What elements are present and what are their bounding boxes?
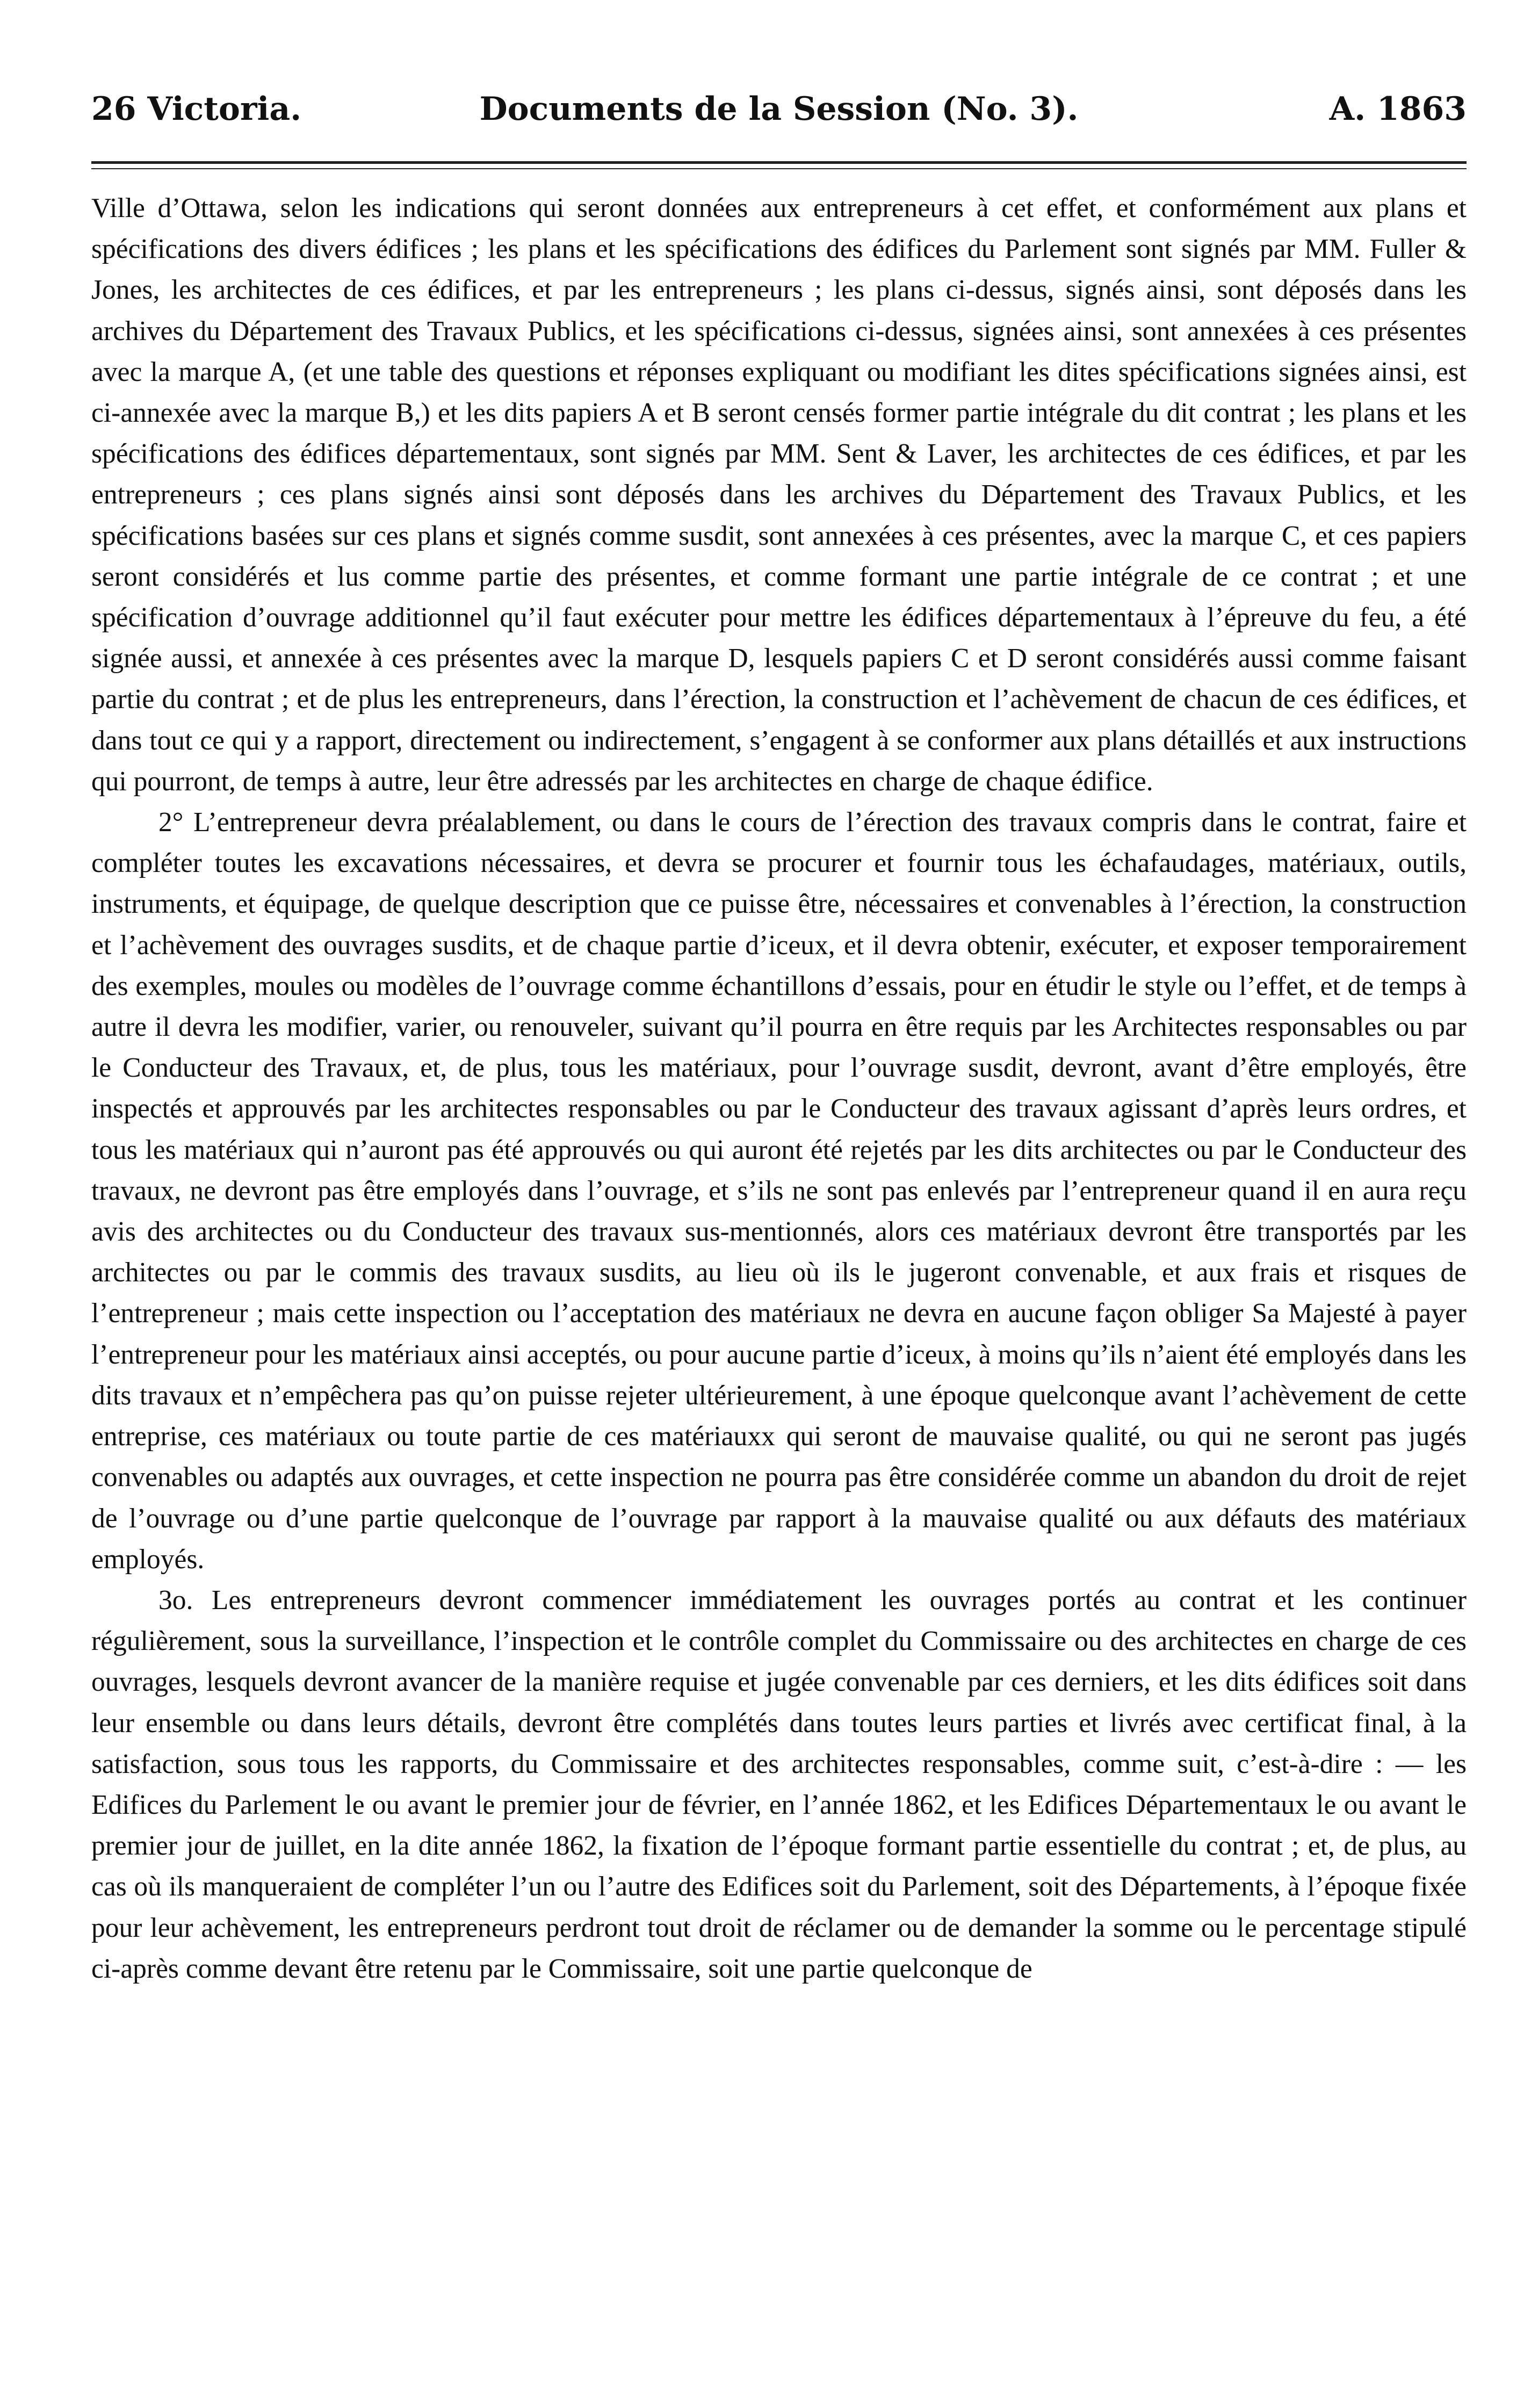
- body-text: [91, 188, 1467, 1989]
- header-document-title: Documents de la Session (No. 3).: [479, 90, 1079, 128]
- header-regnal-year: 26 Victoria.: [91, 90, 302, 128]
- header-rule-thin: [91, 168, 1467, 169]
- running-header: [91, 90, 1467, 139]
- header-rule-thick: [91, 161, 1467, 164]
- header-year: A. 1863: [1329, 90, 1467, 128]
- paragraph-article-2: 2° L’entrepreneur devra préalablement, ou dans le cours de l’érection des travaux compris dans le contrat, faire et compléter toutes les excavations nécessaires, et devra se procurer et fournir tous les échafaudages, matériaux, outils, instruments, et équipage, de quelque description que ce puisse être, nécessaires et convenables à l’érection, la construction et l’achèvement des ouvrages susdits, et de chaque partie d’iceux, et il devra obtenir, exécuter, et exposer temporairement des exemples, moules ou modèles de l’ouvrage comme échantillons d’essais, pour en étudir le style ou l’effet, et de temps à autre il devra les modifier, varier, ou renouveler, suivant qu’il pourra en être requis par les Architectes responsables ou par le Conducteur des Travaux, et, de plus, tous les matériaux, pour l’ouvrage susdit, devront, avant d’être employés, être inspectés et approuvés par les architectes responsables ou par le Conducteur des travaux agissant d’après leurs ordres, et tous les matériaux qui n’auront pas été approuvés ou qui auront été rejetés par les dits architectes ou par le Conducteur des travaux, ne devront pas être employés dans l’ouvrage, et s’ils ne sont pas enlevés par l’entrepreneur quand il en aura reçu avis des architectes ou du Conducteur des travaux sus-mentionnés, alors ces matériaux devront être transportés par les architectes ou par le commis des travaux susdits, au lieu où ils le jugeront convenable, et aux frais et risques de l’entrepreneur ; mais cette inspection ou l’acceptation des matériaux ne devra en aucune façon obliger Sa Majesté à payer l’entrepreneur pour les matériaux ainsi acceptés, ou pour aucune partie d’iceux, à moins qu’ils n’aient été employés dans les dits travaux et n’empêchera pas qu’on puisse rejeter ultérieurement, à une époque quelconque avant l’achèvement de cette entreprise, ces matériaux ou toute partie de ces matériauxx qui seront de mauvaise qualité, ou qui ne seront pas jugés convenables ou adaptés aux ouvrages, et cette inspection ne pourra pas être considérée comme un abandon du droit de rejet de l’ouvrage ou d’une partie quelconque de l’ouvrage par rapport à la mauvaise qualité ou aux défauts des matériaux employés.: [91, 807, 1467, 1575]
- paragraph-continuation: Ville d’Ottawa, selon les indications qui seront données aux entrepreneurs à cet effet, et conformément aux plans et spécifications des divers édifices ; les plans et les spécifications des édifices du Parlement sont signés par MM. Fuller & Jones, les architectes de ces édifices, et par les entrepreneurs ; les plans ci-dessus, signés ainsi, sont déposés dans les archives du Département des Travaux Publics, et les spécifications ci-dessus, signées ainsi, sont annexées à ces présentes avec la marque A, (et une table des questions et réponses expliquant ou modifiant les dites spécifications signées ainsi, est ci-annexée avec la marque B,) et les dits papiers A et B seront censés former partie intégrale du dit contrat ; les plans et les spécifications des édifices départementaux, sont signés par MM. Sent & Laver, les architectes de ces édifices, et par les entrepreneurs ; ces plans signés ainsi sont déposés dans les archives du Département des Travaux Publics, et les spécifications basées sur ces plans et signés comme susdit, sont annexées à ces présentes, avec la marque C, et ces papiers seront considérés et lus comme partie des présentes, et comme formant une partie intégrale de ce contrat ; et une spécification d’ouvrage additionnel qu’il faut exécuter pour mettre les édifices départementaux à l’épreuve du feu, a été signée aussi, et annexée à ces présentes avec la marque D, lesquels papiers C et D seront considérés aussi comme faisant partie du contrat ; et de plus les entrepreneurs, dans l’érection, la construction et l’achèvement de chacun de ces édifices, et dans tout ce qui y a rapport, directement ou indirectement, s’engagent à se conformer aux plans détaillés et aux instructions qui pourront, de temps à autre, leur être adressés par les architectes en charge de chaque édifice.: [91, 193, 1467, 797]
- paragraph-article-3: 3o. Les entrepreneurs devront commencer immédiatement les ouvrages portés au contrat et les continuer régulièrement, sous la surveillance, l’inspection et le contrôle complet du Commissaire ou des architectes en charge de ces ouvrages, lesquels devront avancer de la manière requise et jugée convenable par ces derniers, et les dits édifices soit dans leur ensemble ou dans leurs détails, devront être complétés dans toutes leurs parties et livrés avec certificat final, à la satisfaction, sous tous les rapports, du Commissaire et des architectes responsables, comme suit, c’est-à-dire : — les Edifices du Parlement le ou avant le premier jour de février, en l’année 1862, et les Edifices Départementaux le ou avant le premier jour de juillet, en la dite année 1862, la fixation de l’époque formant partie essentielle du contrat ; et, de plus, au cas où ils manqueraient de compléter l’un ou l’autre des Edifices soit du Parlement, soit des Départements, à l’époque fixée pour leur achèvement, les entrepreneurs perdront tout droit de réclamer ou de demander la somme ou le percentage stipulé ci-après comme devant être retenu par le Commissaire, soit une partie quelconque de: [91, 1584, 1467, 1984]
